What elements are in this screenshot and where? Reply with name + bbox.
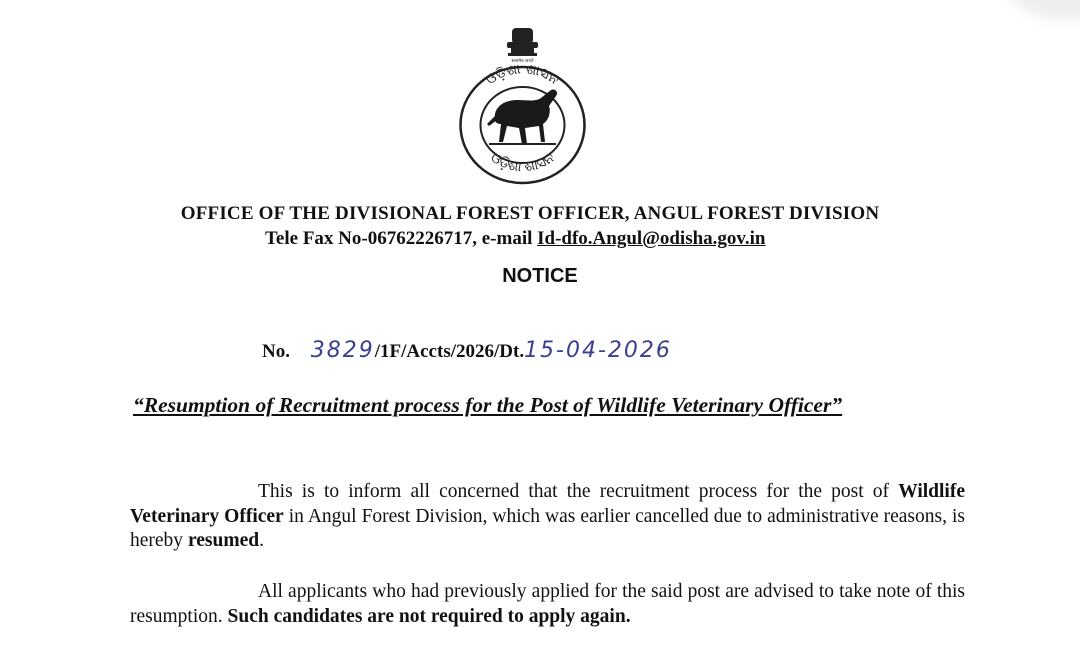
notice-heading: NOTICE: [502, 265, 578, 287]
resumed-bold: resumed: [187, 530, 260, 551]
corner-shadow: [1010, 0, 1080, 20]
notice-subject: “Resumption of Recruitment process for the Post of Wildlife Veterinary Officer”: [133, 393, 843, 417]
ref-date-handwritten: 15-04-2026: [524, 338, 672, 363]
emblem-bottom-text: ଓଡ଼ିଶା ଶାସନ: [487, 149, 558, 176]
office-title: OFFICE OF THE DIVISIONAL FOREST OFFICER, ANGUL FOREST DIVISION: [180, 203, 880, 224]
ref-no-label: No.: [262, 341, 290, 362]
post-name-bold: Wildlife Veterinary Officer: [130, 481, 965, 527]
paragraph-2: All applicants who had previously applied for the said post are advised to take note of this resumption. Such candidates are not required to apply again.: [130, 581, 965, 627]
tele-fax-text: Tele Fax No-06762226717, e-mail: [265, 228, 538, 249]
emblem-top-text: ଓଡ଼ିଶା ଶାସନ: [483, 61, 562, 89]
email-link[interactable]: Id-dfo.Angul@odisha.gov.in: [537, 228, 766, 249]
contact-line: [265, 228, 765, 250]
odisha-emblem-icon: [455, 20, 590, 185]
emblem-motto: सत्यमेव जयते: [511, 59, 534, 64]
ref-number-handwritten: 3829: [310, 338, 375, 363]
ref-path: /1F/Accts/2026/Dt.: [374, 341, 525, 362]
no-reapply-bold: Such candidates are not required to apply again.: [227, 605, 631, 627]
paragraph-1: This is to inform all concerned that the recruitment process for the post of Wildlife Veterinary Officer in Angul Forest Division, which was earlier cancelled due to administrative reasons, is hereby resumed.: [130, 481, 965, 551]
reference-number-line: [262, 338, 672, 363]
